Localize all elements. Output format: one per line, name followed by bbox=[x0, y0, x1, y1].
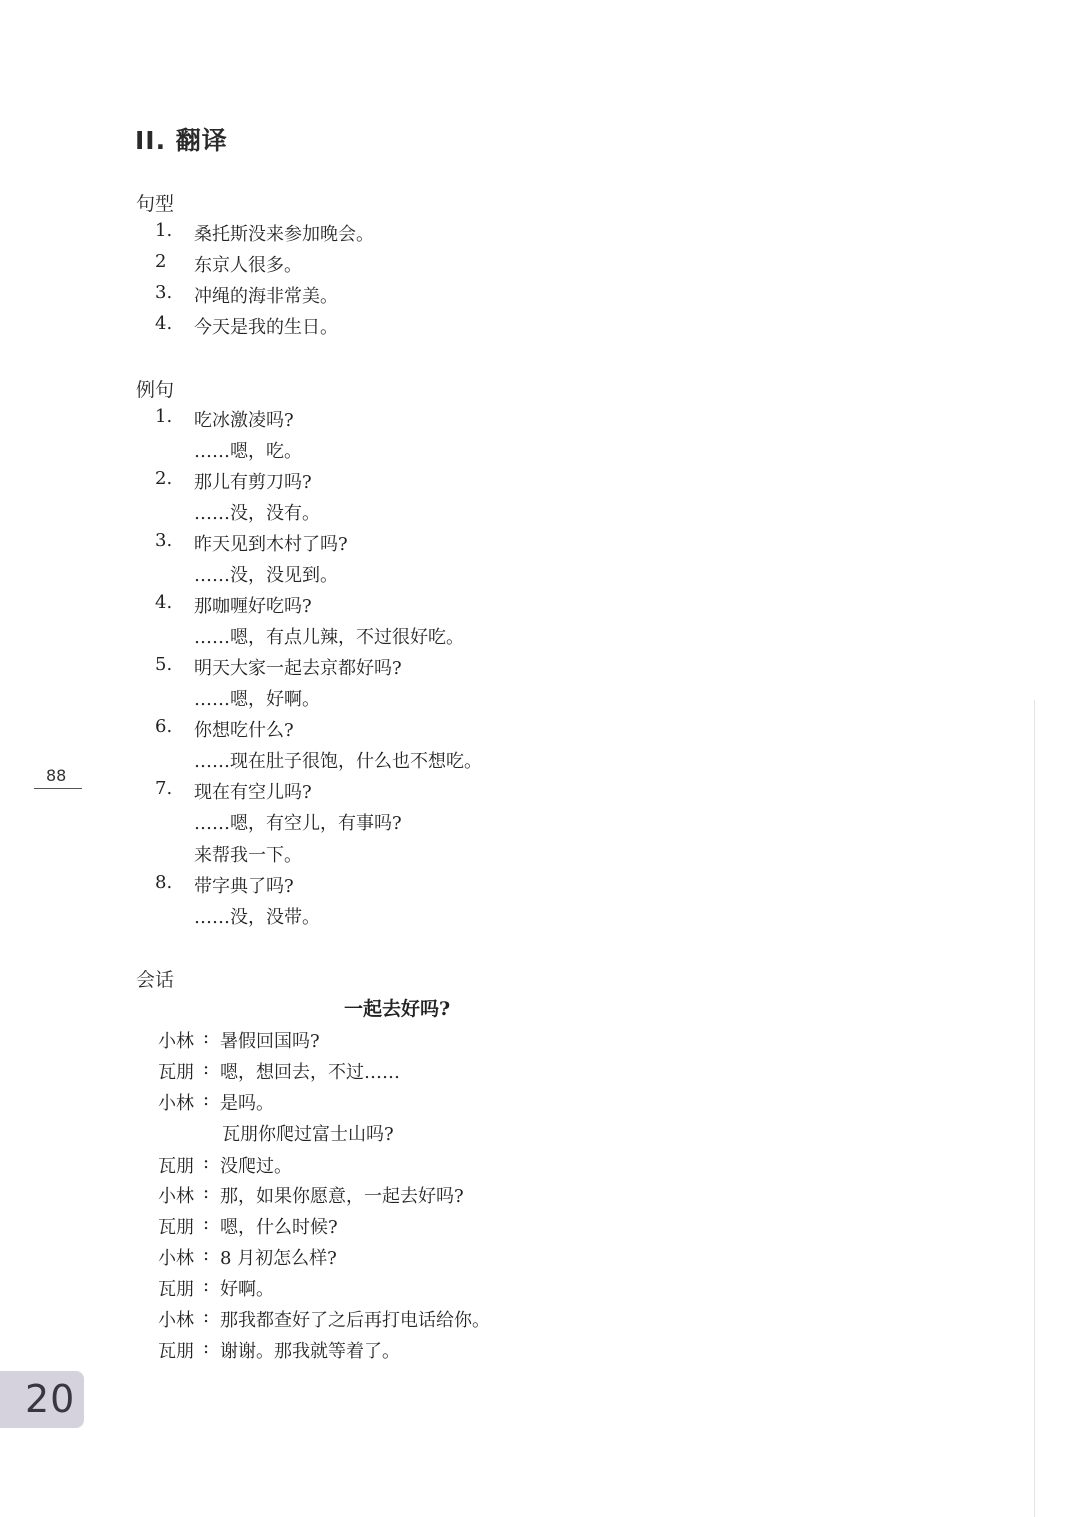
example-question: 那儿有剪刀吗? bbox=[194, 472, 312, 493]
dialogue-speaker: 小林 bbox=[158, 1248, 194, 1269]
sentence-patterns-label: 句型 bbox=[136, 193, 175, 215]
dialogue-separator: : bbox=[203, 1152, 210, 1173]
example-answer: ……没，没有。 bbox=[194, 503, 320, 524]
section-heading: II. 翻译 bbox=[135, 126, 228, 155]
example-question: 昨天见到木村了吗? bbox=[194, 534, 348, 555]
example-question: 带字典了吗? bbox=[194, 876, 294, 897]
dialogue-line: 是吗。 bbox=[220, 1093, 274, 1114]
dialogue-separator: : bbox=[203, 1244, 210, 1265]
example-answer: ……没，没见到。 bbox=[194, 565, 338, 586]
conversation-title: 一起去好吗? bbox=[344, 998, 451, 1020]
dialogue-line-continued: 瓦朋你爬过富士山吗? bbox=[222, 1124, 394, 1145]
pattern-sentence: 东京人很多。 bbox=[194, 255, 302, 276]
dialogue-line: 嗯，什么时候? bbox=[220, 1217, 338, 1238]
dialogue-separator: : bbox=[203, 1027, 210, 1048]
dialogue-line: 没爬过。 bbox=[220, 1156, 292, 1177]
example-answer: ……嗯，好啊。 bbox=[194, 689, 320, 710]
example-question: 现在有空儿吗? bbox=[194, 782, 312, 803]
dialogue-speaker: 小林 bbox=[158, 1310, 194, 1331]
dialogue-separator: : bbox=[203, 1213, 210, 1234]
dialogue-separator: : bbox=[203, 1275, 210, 1296]
example-answer: ……没，没带。 bbox=[194, 907, 320, 928]
dialogue-separator: : bbox=[203, 1182, 210, 1203]
pattern-number: 3. bbox=[155, 282, 173, 303]
conversation-label: 会话 bbox=[136, 969, 175, 991]
pattern-sentence: 今天是我的生日。 bbox=[194, 317, 338, 338]
page-edge-line bbox=[1034, 700, 1035, 1517]
dialogue-line: 谢谢。那我就等着了。 bbox=[220, 1341, 400, 1362]
dialogue-speaker: 瓦朋 bbox=[158, 1156, 194, 1177]
dialogue-speaker: 小林 bbox=[158, 1031, 194, 1052]
dialogue-speaker: 瓦朋 bbox=[158, 1341, 194, 1362]
example-answer: ……嗯，吃。 bbox=[194, 441, 302, 462]
example-question: 明天大家一起去京都好吗? bbox=[194, 658, 402, 679]
dialogue-speaker: 小林 bbox=[158, 1093, 194, 1114]
dialogue-line: 好啊。 bbox=[220, 1279, 274, 1300]
dialogue-line: 嗯，想回去，不过…… bbox=[220, 1062, 400, 1083]
example-number: 5. bbox=[155, 654, 173, 675]
example-answer-continued: 来帮我一下。 bbox=[194, 845, 302, 866]
pattern-number: 4. bbox=[155, 313, 173, 334]
dialogue-line: 8 月初怎么样? bbox=[220, 1248, 337, 1269]
examples-label: 例句 bbox=[136, 379, 175, 401]
example-question: 那咖喱好吃吗? bbox=[194, 596, 312, 617]
example-number: 2. bbox=[155, 468, 173, 489]
example-number: 7. bbox=[155, 778, 173, 799]
dialogue-separator: : bbox=[203, 1089, 210, 1110]
pattern-sentence: 冲绳的海非常美。 bbox=[194, 286, 338, 307]
page-number: 88 bbox=[46, 766, 67, 785]
dialogue-separator: : bbox=[203, 1306, 210, 1327]
example-answer: ……嗯，有点儿辣，不过很好吃。 bbox=[194, 627, 464, 648]
dialogue-separator: : bbox=[203, 1058, 210, 1079]
pattern-sentence: 桑托斯没来参加晚会。 bbox=[194, 224, 374, 245]
dialogue-speaker: 小林 bbox=[158, 1186, 194, 1207]
pattern-number: 1. bbox=[155, 220, 173, 241]
dialogue-line: 暑假回国吗? bbox=[220, 1031, 320, 1052]
pattern-number: 2 bbox=[155, 251, 167, 272]
dialogue-line: 那我都查好了之后再打电话给你。 bbox=[220, 1310, 490, 1331]
example-number: 3. bbox=[155, 530, 173, 551]
dialogue-speaker: 瓦朋 bbox=[158, 1217, 194, 1238]
page-number-rule bbox=[34, 788, 82, 789]
dialogue-speaker: 瓦朋 bbox=[158, 1279, 194, 1300]
dialogue-line: 那，如果你愿意，一起去好吗? bbox=[220, 1186, 464, 1207]
example-number: 1. bbox=[155, 406, 173, 427]
example-question: 你想吃什么? bbox=[194, 720, 294, 741]
example-answer: ……现在肚子很饱，什么也不想吃。 bbox=[194, 751, 482, 772]
dialogue-separator: : bbox=[203, 1337, 210, 1358]
example-question: 吃冰激凌吗? bbox=[194, 410, 294, 431]
example-answer: ……嗯，有空儿，有事吗? bbox=[194, 813, 402, 834]
dialogue-speaker: 瓦朋 bbox=[158, 1062, 194, 1083]
example-number: 8. bbox=[155, 872, 173, 893]
example-number: 6. bbox=[155, 716, 173, 737]
example-number: 4. bbox=[155, 592, 173, 613]
lesson-number: 20 bbox=[25, 1377, 76, 1421]
